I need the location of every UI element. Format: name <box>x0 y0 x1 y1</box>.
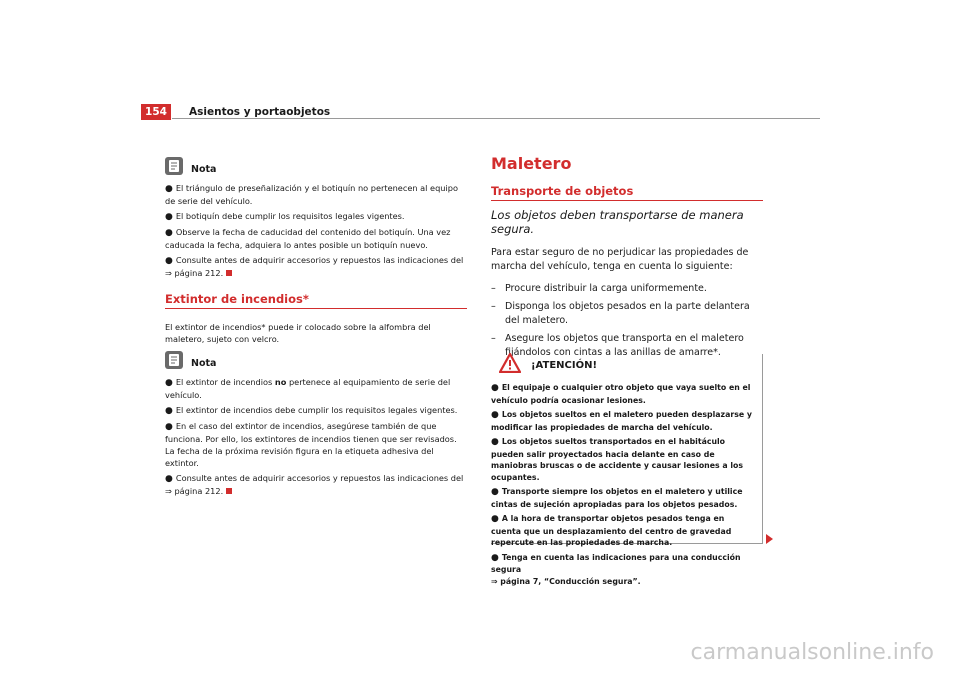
warning-triangle-icon <box>499 353 521 377</box>
section-title: Transporte de objetos <box>491 184 634 198</box>
note-title: Nota <box>191 164 217 175</box>
list-item: ● El extintor de incendios debe cumplir los requisitos legales vigentes. <box>165 405 458 416</box>
list-item: ● Observe la fecha de caducidad del contenido del botiquín. Una vez caducada la fecha, adquiera lo antes posible un botiquín nuevo. <box>165 227 451 250</box>
section-title: Extintor de incendios* <box>165 292 309 306</box>
list-item: ● A la hora de transportar objetos pesados tenga en cuenta que un desplazamiento del centro de gravedad repercute en las propiedades de marcha. <box>491 514 732 547</box>
section-divider <box>491 200 763 201</box>
list-item: – Disponga los objetos pesados en la parte delantera del maletero. <box>491 301 750 326</box>
list-item: ● Transporte siempre los objetos en el maletero y utilice cintas de sujeción apropiadas para los objetos pesados. <box>491 487 743 509</box>
page-reference-link[interactable]: ⇒ página 212. <box>165 268 224 278</box>
page-number: 154 <box>141 104 171 120</box>
list-item: ● Tenga en cuenta las indicaciones para una conducción segura ⇒ página 7, “Conducción segura”. <box>491 552 741 586</box>
list-item: – Procure distribuir la carga uniformemente. <box>491 283 707 294</box>
list-item: ● Los objetos sueltos en el maletero pueden desplazarse y modificar las propiedades de marcha del vehículo. <box>491 410 752 432</box>
note-icon <box>165 351 183 369</box>
section-subtitle: Los objetos deben transportarse de manera segura. <box>491 208 744 236</box>
extintor-section <box>165 292 467 345</box>
page-reference-link[interactable]: ⇒ página 212. <box>165 486 224 496</box>
maletero-section <box>491 154 763 364</box>
header-divider <box>172 118 820 119</box>
warning-title: ¡ATENCIÓN! <box>531 359 598 371</box>
list-item: ● Consulte antes de adquirir accesorios y repuestos las indicaciones del ⇒ página 212. <box>165 473 464 496</box>
list-item: ● Consulte antes de adquirir accesorios y repuestos las indicaciones del ⇒ página 212. <box>165 255 464 278</box>
list-item: ● El triángulo de preseñalización y el botiquín no pertenecen al equipo de serie del vehículo. <box>165 183 458 206</box>
page-title: Maletero <box>491 154 572 173</box>
note-title: Nota <box>191 358 217 369</box>
note-block-extintor <box>165 350 467 500</box>
list-item: ● En el caso del extintor de incendios, asegúrese también de que funciona. Por ello, los extintores de incendios tienen que ser revisados. La fecha de la próxima revisión figura en la etiqueta adhesiva del extintor. <box>165 421 457 468</box>
chapter-title: Asientos y portaobjetos <box>189 106 331 118</box>
paragraph: El extintor de incendios* puede ir colocado sobre la alfombra del maletero, sujeto con velcro. <box>165 322 431 344</box>
warning-box <box>491 354 763 586</box>
note-icon <box>165 157 183 175</box>
watermark: carmanualsonline.info <box>690 640 934 665</box>
section-divider <box>165 308 467 309</box>
note-block-first-aid <box>165 156 467 282</box>
list-item: ● El extintor de incendios no pertenece al equipamiento de serie del vehículo. <box>165 377 451 400</box>
paragraph: Para estar seguro de no perjudicar las propiedades de marcha del vehículo, tenga en cuenta lo siguiente: <box>491 247 749 272</box>
list-item: ● El botiquín debe cumplir los requisitos legales vigentes. <box>165 211 405 222</box>
page-reference-link[interactable]: ⇒ página 7, “Conducción segura”. <box>491 576 641 586</box>
end-of-section-icon <box>226 488 232 494</box>
next-page-arrow-icon[interactable] <box>766 534 773 544</box>
list-item: – Asegure los objetos que transporta en el maletero fijándolos con cintas a las anillas de amarre*. <box>491 333 744 358</box>
end-of-section-icon <box>226 270 232 276</box>
list-item: ● El equipaje o cualquier otro objeto que vaya suelto en el vehículo podría ocasionar lesiones. <box>491 383 751 405</box>
list-item: ● Los objetos sueltos transportados en el habitáculo pueden salir proyectados hacia delante en caso de maniobras bruscas o de accidente y causar lesiones a los ocupantes. <box>491 437 744 482</box>
